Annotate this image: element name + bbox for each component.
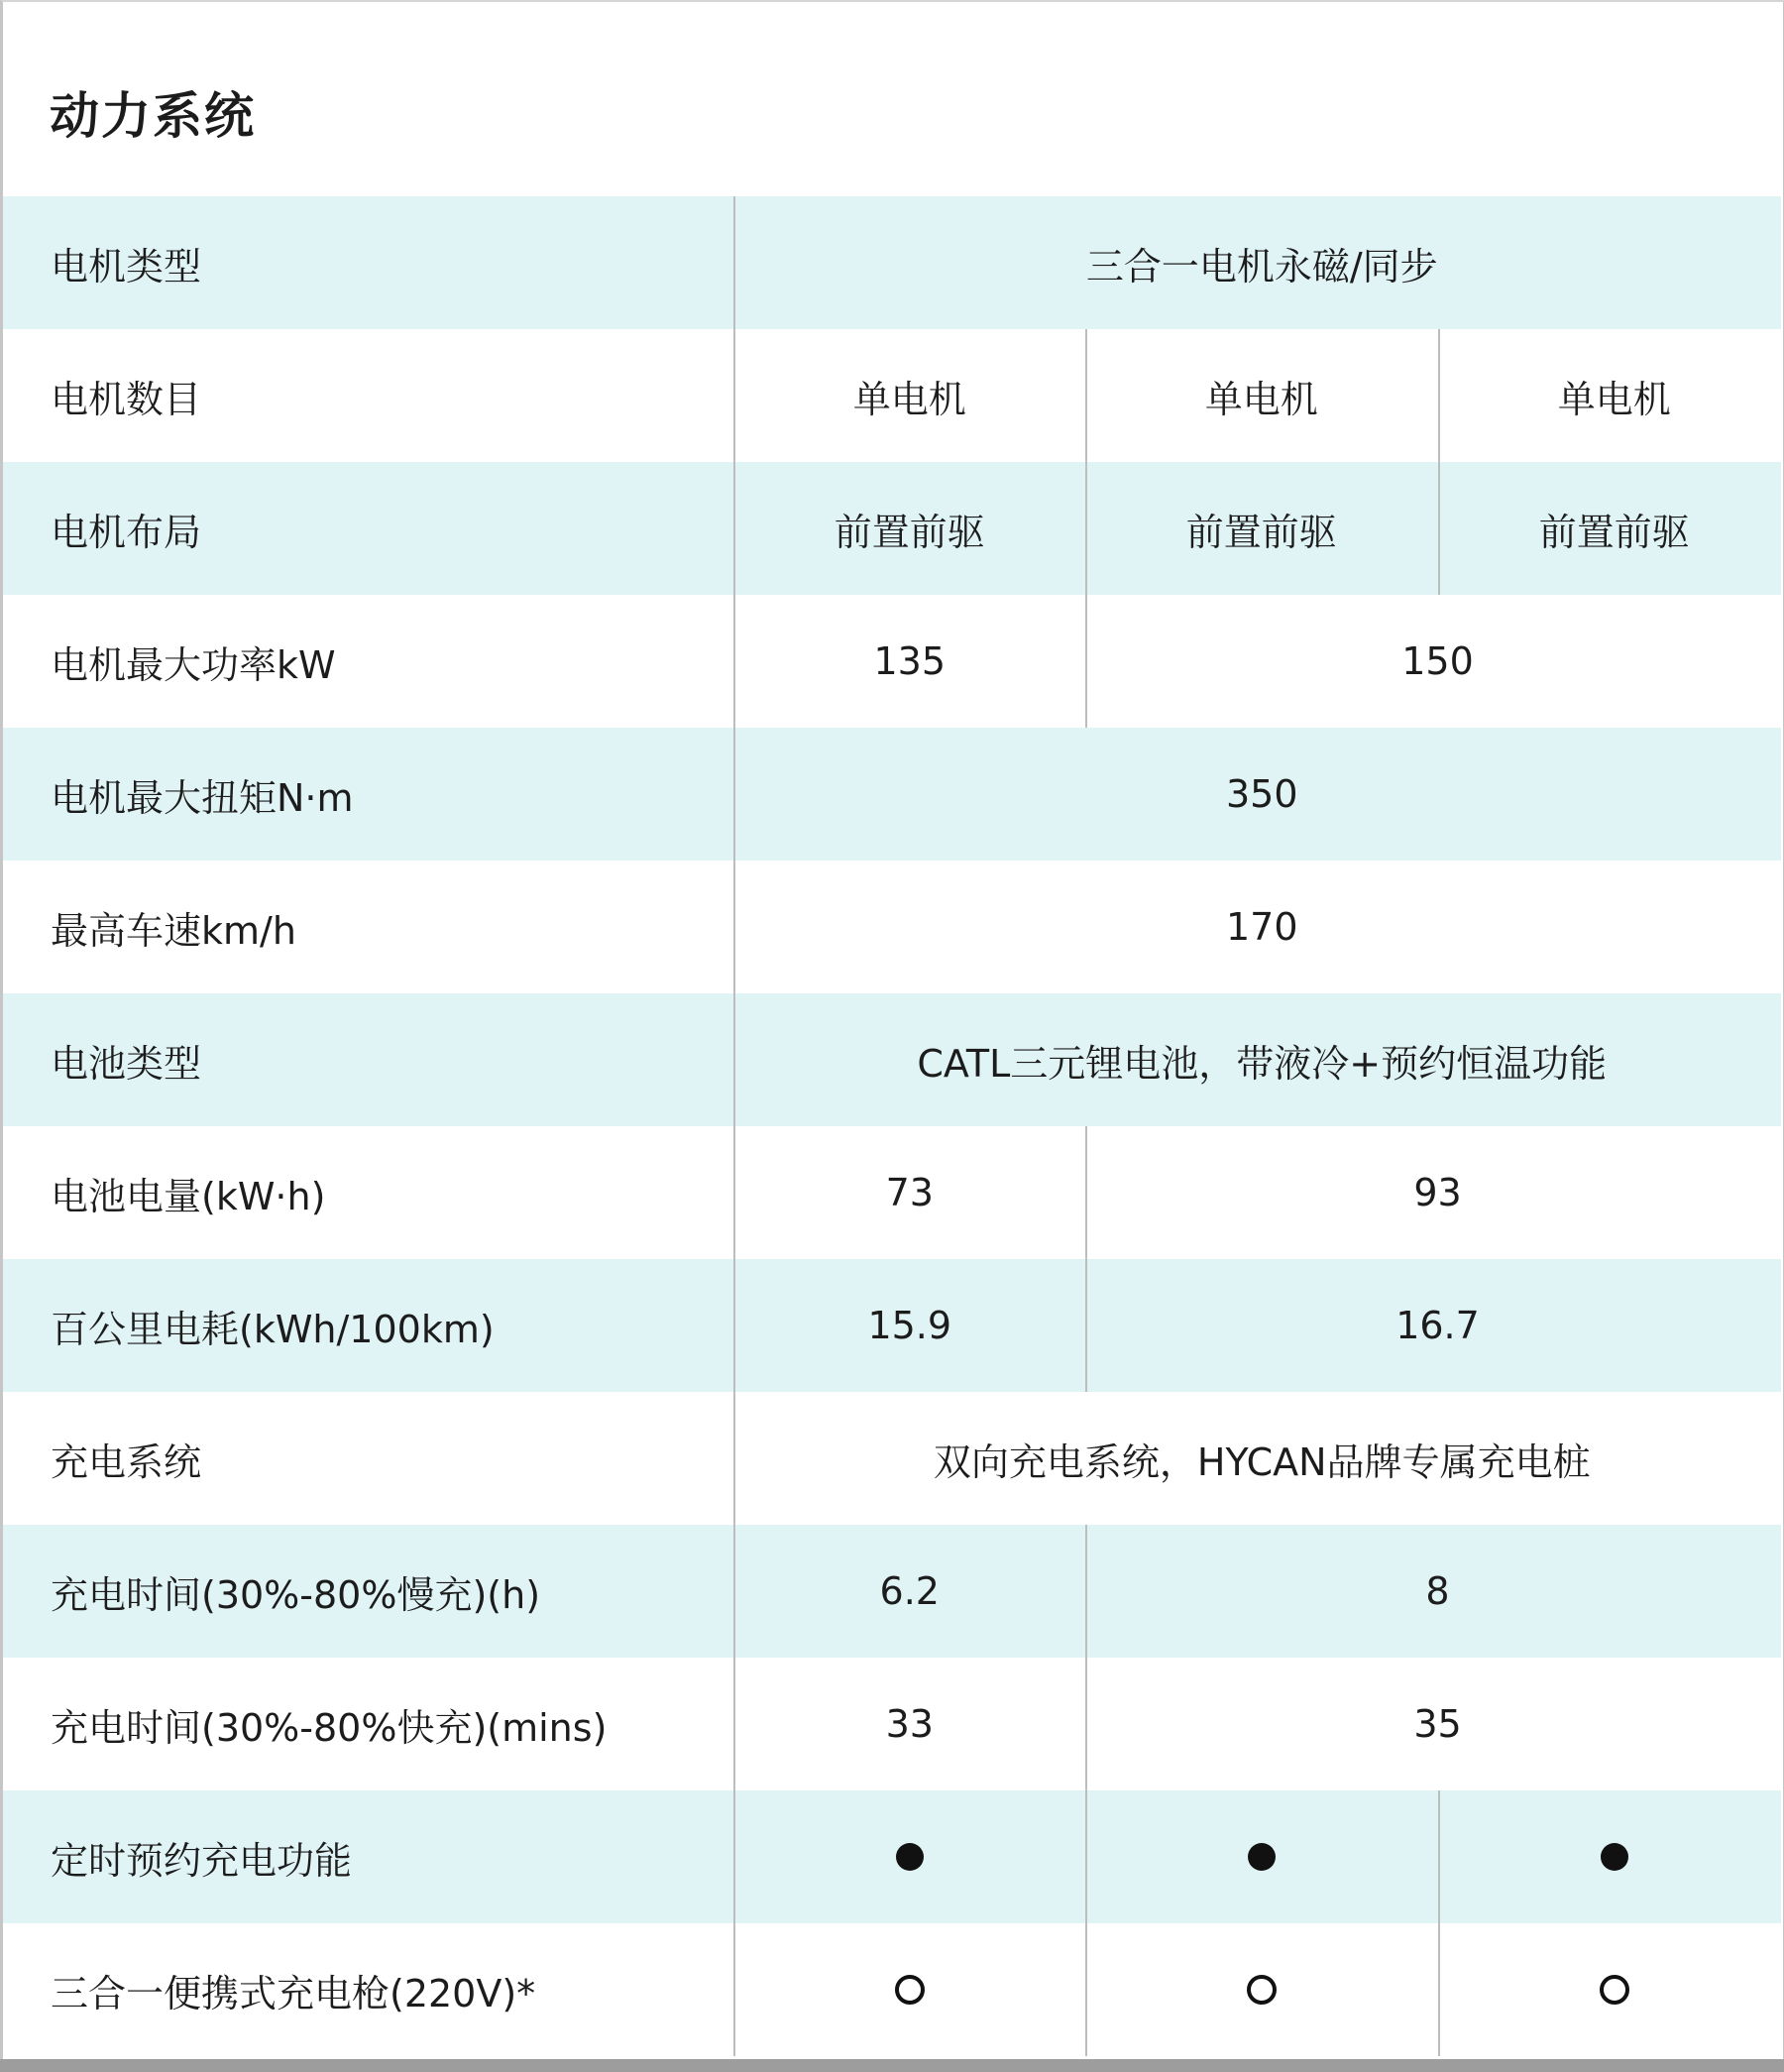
spec-row	[3, 993, 1781, 1126]
standard-feature-dot	[1438, 1790, 1784, 1923]
spec-row	[3, 1126, 1781, 1259]
hollow-circle-icon	[1600, 1975, 1629, 2005]
spec-row	[3, 1525, 1781, 1658]
spec-row	[3, 861, 1781, 993]
spec-value: 单电机	[852, 377, 966, 421]
spec-value: CATL三元锂电池，带液冷+预约恒温功能	[917, 1041, 1608, 1086]
spec-value: 150	[1401, 639, 1474, 683]
spec-value: 35	[1413, 1702, 1462, 1746]
spec-value: 6.2	[879, 1569, 940, 1613]
standard-feature-dot	[733, 1790, 1086, 1923]
spec-label: 充电系统	[51, 1439, 202, 1484]
spec-label: 电池类型	[51, 1041, 202, 1086]
standard-feature-dot	[1085, 1790, 1438, 1923]
filled-dot-icon	[896, 1843, 924, 1871]
spec-label: 百公里电耗(kWh/100km)	[51, 1307, 495, 1351]
spec-label: 电机布局	[51, 510, 202, 554]
spec-label: 最高车速km/h	[51, 908, 296, 953]
spec-value: 170	[1225, 905, 1298, 949]
filled-dot-icon	[1601, 1843, 1628, 1871]
spec-label: 电机最大功率kW	[51, 642, 336, 687]
spec-value: 三合一电机永磁/同步	[1085, 244, 1438, 288]
spec-label: 充电时间(30%-80%慢充)(h)	[51, 1572, 541, 1617]
spec-value: 前置前驱	[834, 510, 985, 554]
spec-row	[3, 1658, 1781, 1790]
spec-value: 350	[1225, 772, 1298, 816]
spec-label: 充电时间(30%-80%快充)(mins)	[51, 1705, 608, 1750]
spec-value: 93	[1413, 1171, 1462, 1214]
spec-value: 73	[885, 1171, 934, 1214]
spec-value: 16.7	[1395, 1304, 1480, 1347]
spec-value: 双向充电系统，HYCAN品牌专属充电桩	[933, 1439, 1591, 1484]
spec-value: 单电机	[1557, 377, 1671, 421]
spec-label: 定时预约充电功能	[51, 1838, 353, 1883]
section-title: 动力系统	[50, 87, 256, 145]
spec-label: 三合一便携式充电枪(220V)*	[51, 1971, 536, 2015]
spec-value: 8	[1425, 1569, 1450, 1613]
hollow-circle-icon	[895, 1975, 925, 2005]
spec-value: 单电机	[1204, 377, 1318, 421]
spec-row	[3, 196, 1781, 329]
spec-label: 电池电量(kW·h)	[51, 1174, 326, 1218]
spec-label: 电机类型	[51, 244, 202, 288]
hollow-circle-icon	[1247, 1975, 1277, 2005]
spec-value: 前置前驱	[1538, 510, 1690, 554]
spec-row	[3, 1923, 1781, 2056]
spec-table	[3, 196, 1781, 2056]
spec-row	[3, 1259, 1781, 1392]
spec-label: 电机最大扭矩N·m	[51, 775, 354, 820]
spec-row	[3, 1790, 1781, 1923]
filled-dot-icon	[1248, 1843, 1276, 1871]
optional-feature-circle	[1085, 1923, 1438, 2056]
spec-row	[3, 728, 1781, 861]
spec-label: 电机数目	[51, 377, 202, 421]
spec-value: 15.9	[867, 1304, 952, 1347]
spec-row	[3, 329, 1781, 462]
spec-value: 33	[885, 1702, 934, 1746]
spec-value: 前置前驱	[1185, 510, 1337, 554]
optional-feature-circle	[733, 1923, 1086, 2056]
bottom-bar	[0, 2059, 1784, 2072]
spec-value: 135	[873, 639, 947, 683]
optional-feature-circle	[1438, 1923, 1784, 2056]
spec-row	[3, 595, 1781, 728]
spec-row	[3, 1392, 1781, 1525]
spec-row	[3, 462, 1781, 595]
